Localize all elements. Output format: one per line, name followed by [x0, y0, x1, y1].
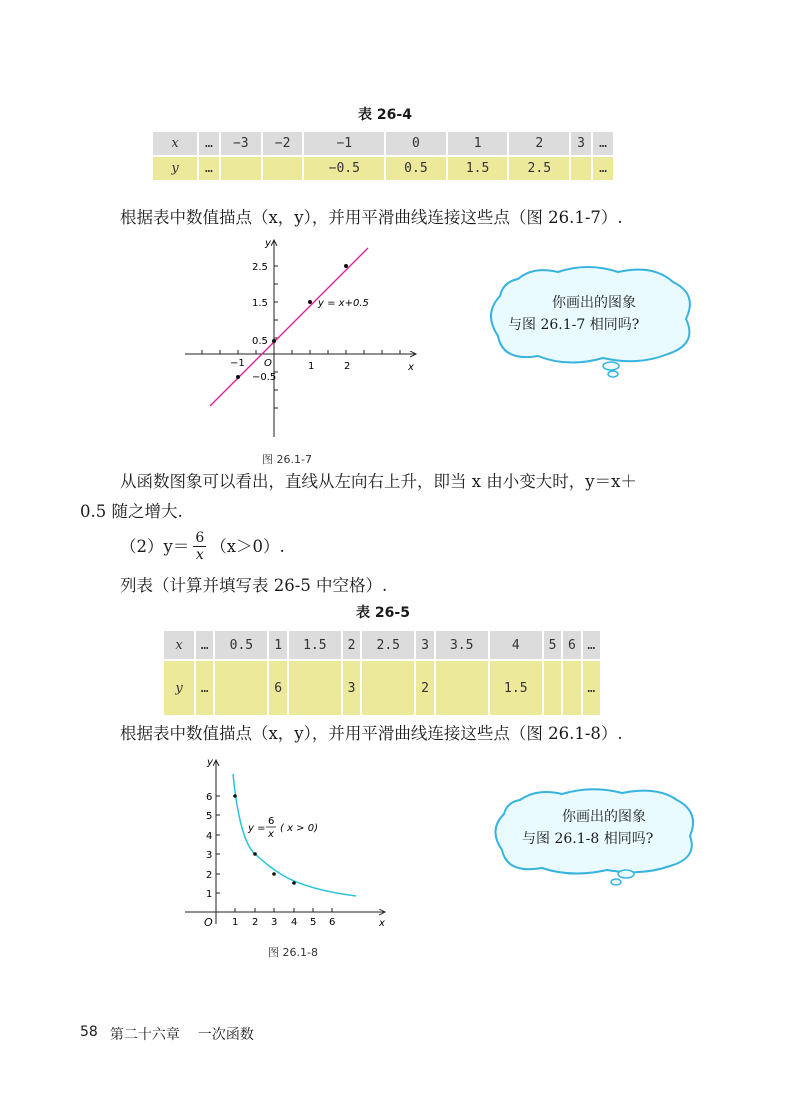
tick-label: 4 — [291, 917, 298, 928]
table1-y-cell — [571, 157, 591, 180]
tick-label: 3 — [206, 850, 213, 861]
item-2-prefix: （2）y＝ — [120, 536, 190, 556]
fraction-denominator: x — [195, 547, 204, 563]
point — [308, 300, 312, 304]
table1-y-cell: 2.5 — [509, 157, 569, 180]
page-number: 58 — [80, 1024, 98, 1040]
table1-x-cell: 1 — [448, 132, 508, 155]
figure-caption: 图 26.1-7 — [262, 453, 312, 466]
table2-y-cell: 2 — [416, 661, 433, 715]
tick-label: 3 — [271, 917, 278, 928]
tick-label: 2 — [206, 870, 213, 881]
table1-caption: 表 26-4 — [358, 107, 412, 123]
line-label: y = x+0.5 — [318, 298, 369, 309]
table2-x-cell: 2 — [343, 631, 360, 659]
point — [344, 264, 348, 268]
table1-x-cell: −2 — [263, 132, 303, 155]
origin-label: O — [204, 916, 213, 929]
tick-label: 2 — [344, 361, 351, 372]
tick-label: 1 — [232, 917, 239, 928]
tick-label: 0.5 — [252, 336, 268, 347]
figure-caption: 图 26.1-8 — [268, 946, 318, 959]
axis-y-label: y — [265, 238, 271, 249]
origin-label: O — [264, 358, 272, 369]
table1-y-label: y — [153, 157, 197, 180]
chapter-title: 一次函数 — [197, 1027, 254, 1043]
table2-y-cell — [563, 661, 580, 715]
table2-y-cell — [289, 661, 341, 715]
point — [272, 872, 276, 876]
table2-x-cell: … — [196, 631, 213, 659]
table1-x-cell: 3 — [571, 132, 591, 155]
tick-label: 4 — [206, 831, 213, 842]
table2-y-label: y — [164, 661, 194, 715]
table2-caption: 表 26-5 — [356, 605, 410, 621]
curve-label-den: x — [268, 829, 274, 840]
table2-y-cell: 6 — [269, 661, 286, 715]
table2-y-cell: … — [583, 661, 600, 715]
table1-x-cell: 0 — [386, 132, 446, 155]
table1-y-cell: −0.5 — [304, 157, 384, 180]
table-26-4 — [151, 130, 615, 182]
bubble1-text — [508, 292, 684, 336]
table1-y-cell: … — [593, 157, 613, 180]
point — [253, 852, 257, 856]
line-y-x-0-5 — [210, 248, 368, 406]
figure-26-1-8 — [180, 754, 395, 939]
table2-y-cell: … — [196, 661, 213, 715]
table1-y-cell: 0.5 — [386, 157, 446, 180]
paragraph-analysis-line1: 从函数图象可以看出，直线从左向右上升，即当 x 由小变大时，y＝x＋ — [120, 472, 637, 491]
tick-label: 6 — [329, 917, 336, 928]
point — [272, 339, 276, 343]
table-26-5 — [162, 629, 602, 717]
axis-y-label: y — [207, 757, 213, 768]
axis-x-label: x — [379, 918, 385, 929]
table2-y-cell — [544, 661, 561, 715]
tick-label: 2 — [252, 917, 259, 928]
table1-x-cell: … — [199, 132, 219, 155]
table2-y-cell: 1.5 — [490, 661, 542, 715]
fraction-numerator: 6 — [195, 530, 205, 546]
table2-x-label: x — [164, 631, 194, 659]
tick-label: 6 — [206, 792, 213, 803]
y-ticks — [216, 796, 220, 893]
table1-y-cell: 1.5 — [448, 157, 508, 180]
paragraph-analysis-line2: 0.5 随之增大. — [80, 502, 183, 521]
table2-x-cell: 3.5 — [436, 631, 488, 659]
table1-y-cell — [221, 157, 261, 180]
item-2-suffix: （x＞0）. — [210, 536, 285, 556]
bubble2-line2: 与图 26.1-8 相同吗? — [522, 831, 654, 847]
table2-x-cell: 5 — [544, 631, 561, 659]
table1-x-cell: … — [593, 132, 613, 155]
table2-x-cell: 4 — [490, 631, 542, 659]
table2-y-cell — [436, 661, 488, 715]
fraction — [193, 530, 206, 563]
curve-y-6-over-x — [233, 774, 356, 896]
table1-y-cell: … — [199, 157, 219, 180]
table2-y-cell: 3 — [343, 661, 360, 715]
table2-x-cell: 3 — [416, 631, 433, 659]
paragraph-plot-instruction-1: 根据表中数值描点（x，y），并用平滑曲线连接这些点（图 26.1-7）. — [120, 208, 623, 227]
table2-x-cell: 0.5 — [215, 631, 267, 659]
chapter-label: 第二十六章 — [109, 1027, 180, 1043]
bubble2-line1: 你画出的图象 — [562, 809, 646, 825]
table2-x-cell: 1 — [269, 631, 286, 659]
axis-x-label: x — [408, 362, 414, 373]
paragraph-plot-instruction-2: 根据表中数值描点（x，y），并用平滑曲线连接这些点（图 26.1-8）. — [120, 724, 623, 743]
point — [233, 794, 237, 798]
bubble2-text — [522, 806, 692, 850]
table1-y-cell — [263, 157, 303, 180]
table2-x-cell: … — [583, 631, 600, 659]
figure-26-1-7 — [180, 232, 425, 447]
table2-x-cell: 2.5 — [362, 631, 414, 659]
table1-x-label: x — [153, 132, 197, 155]
tick-label: 2.5 — [252, 262, 268, 273]
bubble1-line2: 与图 26.1-7 相同吗? — [508, 317, 640, 333]
table1-x-cell: −3 — [221, 132, 261, 155]
table2-y-cell — [215, 661, 267, 715]
tick-label: −1 — [230, 358, 245, 369]
curve-label-cond: ( x > 0) — [280, 823, 318, 834]
tick-label: 1.5 — [252, 298, 268, 309]
tick-label: 1 — [206, 889, 213, 900]
x-ticks — [235, 908, 332, 912]
curve-label-num: 6 — [268, 816, 275, 827]
tick-label: −0.5 — [252, 372, 277, 383]
paragraph-list-instruction: 列表（计算并填写表 26-5 中空格）. — [120, 576, 388, 595]
tick-label: 5 — [206, 811, 213, 822]
page-footer — [80, 1024, 254, 1044]
table2-x-cell: 1.5 — [289, 631, 341, 659]
item-2-function — [120, 530, 285, 563]
table2-x-cell: 6 — [563, 631, 580, 659]
table2-y-cell — [362, 661, 414, 715]
tick-label: 5 — [310, 917, 317, 928]
table1-x-cell: 2 — [509, 132, 569, 155]
point — [236, 375, 240, 379]
bubble1-line1: 你画出的图象 — [552, 295, 636, 311]
table1-x-cell: −1 — [304, 132, 384, 155]
curve-label-y: y = — [248, 823, 266, 834]
x-ticks — [202, 350, 400, 354]
y-ticks — [274, 266, 278, 408]
point — [292, 881, 296, 885]
tick-label: 1 — [308, 361, 315, 372]
